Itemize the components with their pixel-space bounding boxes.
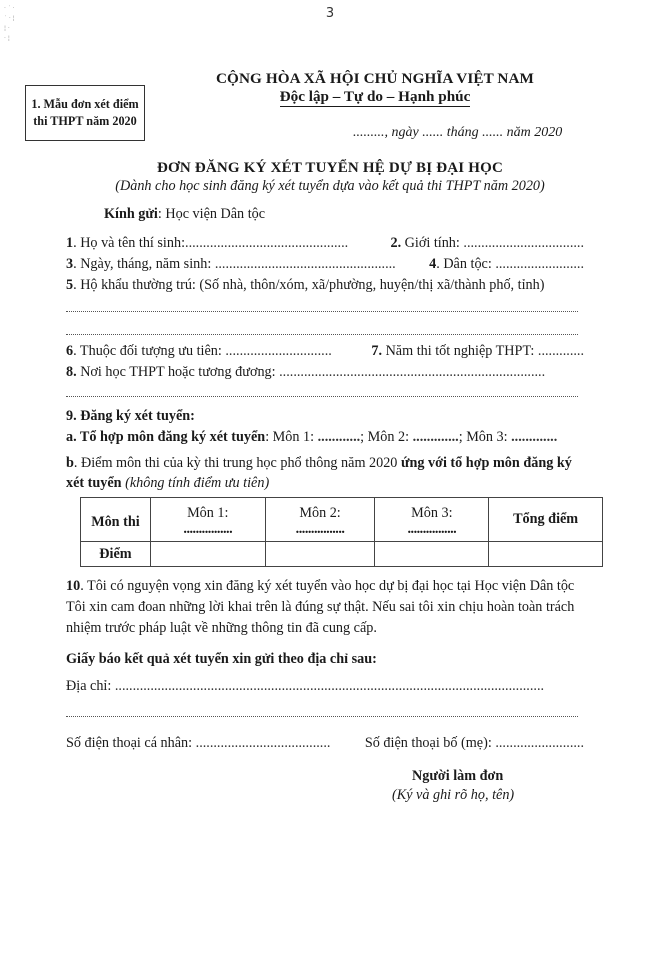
field-row-residence: [66, 277, 584, 294]
header-subject-label: Môn thi: [81, 498, 151, 542]
score-cell-subject-1[interactable]: [150, 542, 265, 567]
table-score-row: [81, 542, 603, 567]
commitment-line-2: Tôi xin cam đoan những lời khai trên là đúng sự thật. Nếu sai tôi xin chịu hoàn toàn trách: [66, 599, 575, 615]
field-full-name[interactable]: 1. Họ và tên thí sinh:..............................................: [66, 235, 349, 251]
score-cell-total[interactable]: [489, 542, 603, 567]
addressee: [104, 206, 265, 223]
section-9-heading: 9. Đăng ký xét tuyển:: [66, 408, 195, 424]
addressee-label: Kính gửi: [104, 206, 158, 222]
field-date-of-birth[interactable]: 3. Ngày, tháng, năm sinh: ...................................................: [66, 256, 396, 272]
subject-combination-line: a. Tổ hợp môn đăng ký xét tuyển: Môn 1: ............; Môn 2: .............; Môn 3: .............: [66, 429, 558, 445]
commitment-line-3: nhiệm trước pháp luật về những thông tin đã cung cấp.: [66, 620, 377, 636]
field-graduation-year[interactable]: 7. Năm thi tốt nghiệp THPT: .............: [371, 343, 584, 359]
field-ethnicity[interactable]: 4. Dân tộc: .........................: [429, 256, 584, 272]
exam-score-description-line2: xét tuyển (không tính điểm ưu tiên): [66, 475, 270, 491]
form-type-line1: 1. Mẫu đơn xét điểm: [31, 97, 139, 111]
page-number: 3: [325, 6, 335, 21]
header-subject-1[interactable]: Môn 1: ................: [150, 498, 265, 542]
motto-text: Độc lập – Tự do – Hạnh phúc: [279, 88, 471, 105]
score-row-label: Điểm: [81, 542, 151, 567]
document-title: ĐƠN ĐĂNG KÝ XÉT TUYỂN HỆ DỰ BỊ ĐẠI HỌC: [156, 160, 504, 176]
mailing-address-fill-line-2[interactable]: [66, 716, 578, 717]
residence-fill-line-2[interactable]: [66, 334, 578, 335]
addressee-value: : Học viện Dân tộc: [157, 206, 266, 222]
personal-phone-field[interactable]: Số điện thoại cá nhân: ......................................: [66, 735, 331, 751]
field-priority-group[interactable]: 6. Thuộc đối tượng ưu tiên: ..............................: [66, 343, 332, 359]
subject-3-field[interactable]: .............: [511, 429, 558, 445]
motto: [150, 88, 600, 106]
field-row-school: [66, 364, 584, 381]
mailing-address-field[interactable]: Địa chỉ: .........................................................................................................................: [66, 678, 545, 694]
field-row-priority-graduation: [66, 343, 584, 360]
commitment-line-1: 10. Tôi có nguyện vọng xin đăng ký xét tuyển vào học dự bị đại học tại Học viện Dân tộc: [66, 578, 575, 594]
phone-row: [66, 735, 584, 752]
date-line-field[interactable]: ........., ngày ...... tháng ...... năm 2020: [353, 125, 563, 140]
field-high-school[interactable]: 8. Nơi học THPT hoặc tương đương: ...........................................................................: [66, 364, 546, 380]
subject-1-field[interactable]: ............: [317, 429, 361, 445]
field-row-dob-ethnicity: [66, 256, 584, 273]
mailing-heading: Giấy báo kết quả xét tuyển xin gửi theo địa chỉ sau:: [66, 651, 377, 667]
header-subject-3[interactable]: Môn 3: ................: [375, 498, 489, 542]
signer-title: Người làm đơn: [412, 768, 504, 784]
score-cell-subject-3[interactable]: [375, 542, 489, 567]
score-cell-subject-2[interactable]: [265, 542, 375, 567]
field-residence-label: 5. Hộ khẩu thường trú: (Số nhà, thôn/xóm, xã/phường, huyện/thị xã/thành phố, tỉnh): [66, 277, 545, 293]
school-fill-line[interactable]: [66, 396, 578, 397]
subject-combination-label: a. Tổ hợp môn đăng ký xét tuyển: [66, 429, 266, 445]
scan-artifacts: · ˙ · ˙ · ¦ ¦ · · ¦: [4, 5, 15, 42]
exam-score-description-line1: b. Điểm môn thi của kỳ thi trung học phổ thông năm 2020 ứng với tổ hợp môn đăng ký: [66, 455, 572, 471]
form-type-box: [25, 85, 145, 141]
signature-note: (Ký và ghi rõ họ, tên): [392, 787, 515, 803]
form-type-line2: thi THPT năm 2020: [33, 114, 137, 128]
field-gender[interactable]: 2. Giới tính: ..................................: [390, 235, 584, 251]
document-subtitle: (Dành cho học sinh đăng ký xét tuyển dựa vào kết quả thi THPT năm 2020): [115, 178, 545, 194]
section-10-commitment: [66, 576, 596, 639]
subject-2-field[interactable]: .............: [412, 429, 459, 445]
score-table: [80, 497, 603, 567]
table-header-row: [81, 498, 603, 542]
field-row-name-gender: [66, 235, 584, 252]
nation-heading: CỘNG HÒA XÃ HỘI CHỦ NGHĨA VIỆT NAM: [215, 70, 534, 87]
residence-fill-line-1[interactable]: [66, 311, 578, 312]
header-total-score: Tổng điểm: [489, 498, 603, 542]
parent-phone-field[interactable]: Số điện thoại bố (mẹ): .........................: [364, 735, 584, 751]
header-subject-2[interactable]: Môn 2: ................: [265, 498, 375, 542]
